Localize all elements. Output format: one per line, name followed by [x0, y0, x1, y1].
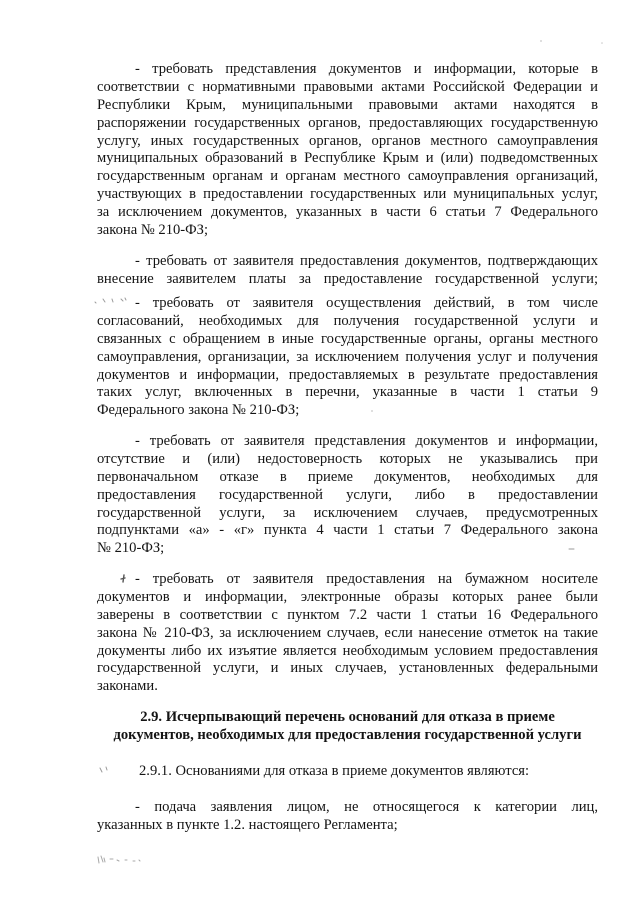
heading-line: документов, необходимых для предоставления государственной услуги — [113, 726, 582, 743]
text-line: - требовать от заявителя предоставления документов, подтверждающих — [135, 253, 598, 269]
text-line: соответствии с нормативными правовыми актами Российской Федерации и — [97, 78, 598, 95]
list-item-paragraph — [97, 799, 598, 835]
heading-line: 2.9. Исчерпывающий перечень оснований для отказа в приеме — [140, 709, 555, 725]
list-item-paragraph — [97, 433, 598, 558]
text-line: Республики Крым, муниципальными правовыми актами находятся в — [97, 96, 598, 113]
text-line: 2.9.1. Основаниями для отказа в приеме документов являются: — [139, 763, 530, 779]
scan-artifact — [110, 859, 119, 861]
list-item-paragraph — [97, 295, 598, 420]
text-line: государственным органам и органам местного самоуправления организаций, — [97, 168, 598, 185]
text-line: - подача заявления лицом, не относящегося к категории лиц, — [135, 799, 598, 815]
scan-artifact — [125, 860, 140, 861]
text-line: муниципальных образований в Республике Крым и (или) подведомственных — [97, 150, 598, 167]
text-line: закона № 210-ФЗ; — [97, 222, 209, 239]
scan-artifact — [95, 302, 96, 303]
text-line: законами. — [97, 678, 158, 695]
text-line: документов и информации, предоставляемых в результате предоставления — [97, 366, 598, 383]
text-line: за исключением документов, указанных в части 6 статьи 7 Федерального — [97, 204, 598, 221]
text-line: первоначальном отказе в приеме документов, необходимых для — [97, 468, 598, 485]
text-line: участвующих в предоставлении государственных или муниципальных услуг, — [97, 186, 598, 203]
text-line: Федерального закона № 210-ФЗ; — [97, 402, 300, 419]
text-line: указанных в пункте 1.2. настоящего Регламента; — [97, 816, 398, 833]
text-line: самоуправления, организации, за исключением получения услуг и получения — [97, 348, 598, 365]
text-line: - требовать от заявителя представления документов и информации, — [135, 433, 598, 449]
scan-artifact — [540, 40, 542, 42]
text-line: государственной услуги, и иных случаев, установленных федеральными — [97, 660, 598, 677]
text-line: закона № 210-ФЗ, за исключением случаев, если нанесение отметок на такие — [97, 624, 598, 641]
text-line: внесение заявителем платы за предоставление государственной услуги; — [97, 270, 598, 287]
text-line: заверены в соответствии с пунктом 7.2 части 1 статьи 16 Федерального — [97, 606, 598, 623]
text-line: - требовать представления документов и информации, которые в — [135, 61, 598, 77]
text-line: распоряжении государственных органов, предоставляющих государственную — [97, 114, 598, 131]
list-item-paragraph — [97, 571, 598, 696]
text-line: документы либо их изъятие является необходимым условием предоставления — [97, 642, 598, 659]
scan-artifact — [601, 42, 603, 44]
text-line: документов и информации, электронные образы которых ранее были — [97, 588, 598, 605]
text-line: государственной услуги, за исключением случаев, предусмотренных — [97, 504, 598, 521]
text-line: услугу, иных государственных органов, органов местного самоуправления — [97, 132, 598, 149]
text-line: согласований, необходимых для получения государственной услуги и — [97, 312, 598, 329]
scan-artifact — [98, 856, 105, 863]
section-heading — [97, 709, 598, 745]
text-line: - требовать от заявителя осуществления действий, в том числе — [135, 295, 598, 311]
clause-2-9-1 — [97, 763, 598, 781]
text-line: связанных с обращением в иные государственные органы, органы местного — [97, 330, 598, 347]
text-line: предоставления государственной услуги, либо в предоставлении — [97, 486, 598, 503]
text-line: № 210-ФЗ; — [97, 540, 165, 557]
text-line: отсутствие и (или) недостоверность которых не указывались при — [97, 450, 598, 467]
list-item-paragraph — [97, 253, 598, 289]
text-line: таких услуг, включенных в перечни, указанные в части 1 статьи 9 — [97, 384, 598, 401]
list-item-paragraph — [97, 61, 598, 240]
text-line: подпунктами «а» - «г» пункта 4 части 1 статьи 7 Федерального закона — [97, 522, 598, 539]
text-line: - требовать от заявителя предоставления на бумажном носителе — [135, 571, 598, 587]
